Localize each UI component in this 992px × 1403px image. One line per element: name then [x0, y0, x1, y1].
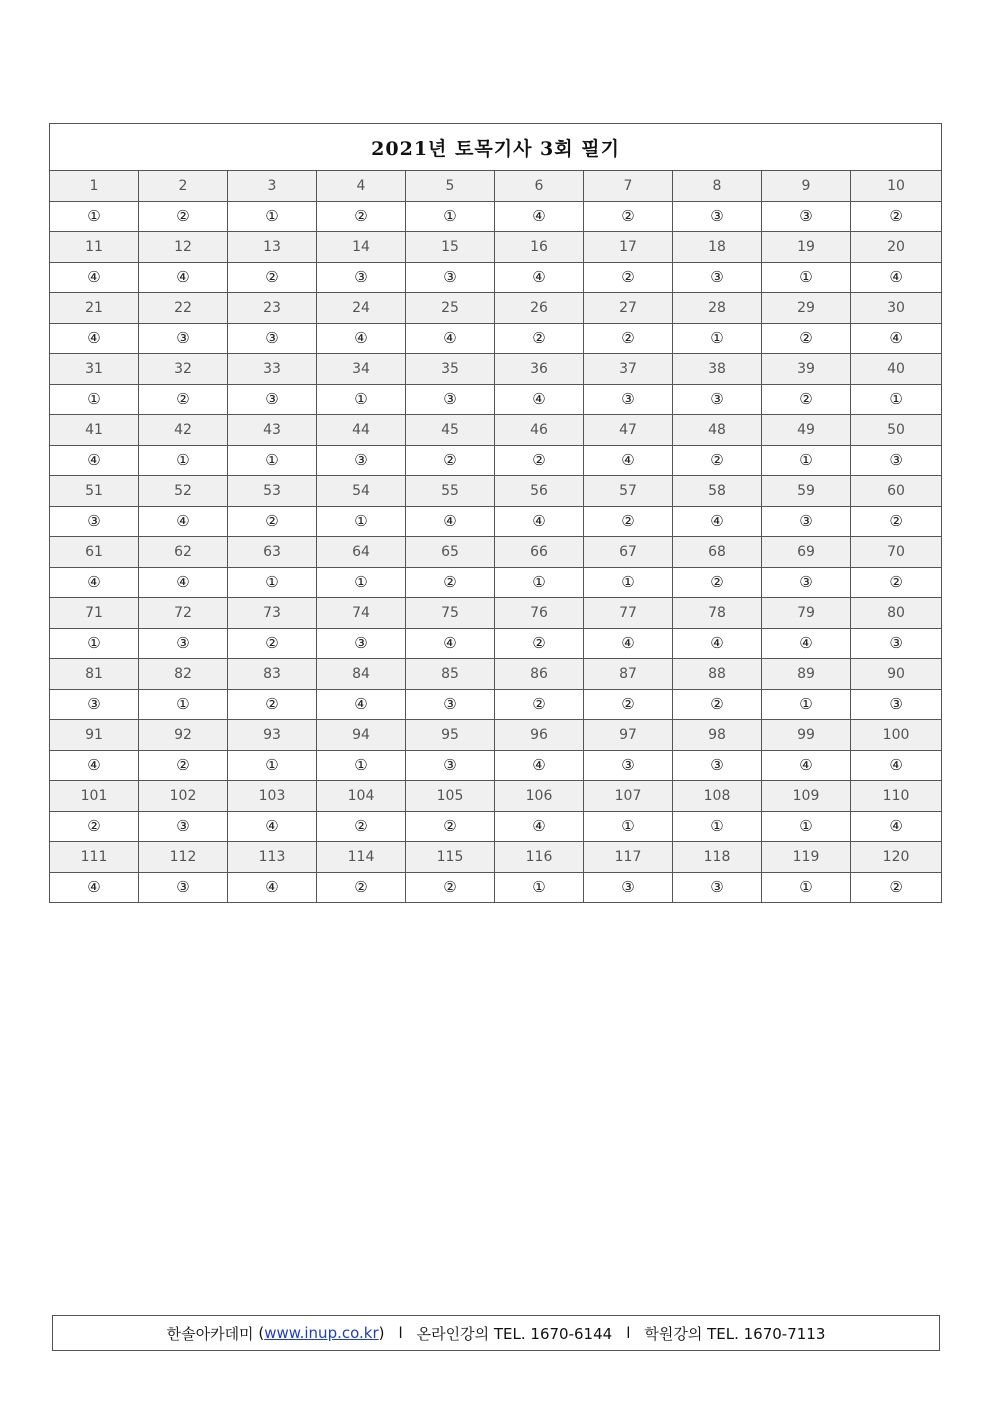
question-number-cell: 9	[762, 171, 851, 202]
question-number-cell: 44	[317, 415, 406, 446]
question-number-cell: 30	[851, 293, 942, 324]
question-number-cell: 81	[50, 659, 139, 690]
question-number-cell: 98	[673, 720, 762, 751]
question-number-cell: 6	[495, 171, 584, 202]
answer-cell: ④	[851, 262, 942, 293]
question-number-cell: 63	[228, 537, 317, 568]
question-number-cell: 67	[584, 537, 673, 568]
question-number-cell: 103	[228, 781, 317, 812]
question-number-cell: 88	[673, 659, 762, 690]
question-number-cell: 96	[495, 720, 584, 751]
question-number-cell: 76	[495, 598, 584, 629]
answer-cell: ②	[317, 811, 406, 842]
answer-cell: ②	[584, 506, 673, 537]
question-number-cell: 106	[495, 781, 584, 812]
answer-cell: ①	[139, 689, 228, 720]
answer-row	[50, 262, 942, 293]
question-number-cell: 60	[851, 476, 942, 507]
answer-cell: ②	[139, 201, 228, 232]
answer-cell: ④	[851, 323, 942, 354]
question-number-cell: 89	[762, 659, 851, 690]
answer-cell: ③	[139, 323, 228, 354]
answer-row	[50, 872, 942, 903]
question-number-row	[50, 171, 942, 202]
answer-cell: ②	[495, 689, 584, 720]
question-number-cell: 32	[139, 354, 228, 385]
question-number-row	[50, 720, 942, 751]
answer-cell: ③	[762, 201, 851, 232]
answer-cell: ④	[406, 628, 495, 659]
question-number-cell: 46	[495, 415, 584, 446]
question-number-cell: 72	[139, 598, 228, 629]
question-number-cell: 5	[406, 171, 495, 202]
question-number-cell: 42	[139, 415, 228, 446]
question-number-cell: 17	[584, 232, 673, 263]
question-number-cell: 100	[851, 720, 942, 751]
question-number-cell: 25	[406, 293, 495, 324]
question-number-cell: 99	[762, 720, 851, 751]
answer-cell: ③	[673, 262, 762, 293]
footer-separator-1: l	[398, 1324, 403, 1342]
question-number-cell: 101	[50, 781, 139, 812]
answer-cell: ②	[584, 262, 673, 293]
answer-cell: ④	[50, 262, 139, 293]
answer-cell: ②	[762, 384, 851, 415]
answer-cell: ④	[317, 689, 406, 720]
answer-cell: ①	[673, 811, 762, 842]
answer-row	[50, 689, 942, 720]
answer-cell: ②	[139, 384, 228, 415]
answer-cell: ③	[139, 628, 228, 659]
question-number-cell: 20	[851, 232, 942, 263]
question-number-cell: 47	[584, 415, 673, 446]
answer-row	[50, 628, 942, 659]
answer-cell: ①	[50, 384, 139, 415]
answer-cell: ②	[495, 628, 584, 659]
question-number-cell: 95	[406, 720, 495, 751]
question-number-cell: 21	[50, 293, 139, 324]
answer-row	[50, 567, 942, 598]
question-number-cell: 90	[851, 659, 942, 690]
answer-cell: ④	[406, 506, 495, 537]
question-number-cell: 35	[406, 354, 495, 385]
answer-cell: ①	[317, 384, 406, 415]
answer-cell: ③	[139, 872, 228, 903]
question-number-row	[50, 842, 942, 873]
answer-cell: ③	[317, 628, 406, 659]
answer-cell: ④	[762, 628, 851, 659]
question-number-cell: 66	[495, 537, 584, 568]
question-number-cell: 65	[406, 537, 495, 568]
question-number-cell: 116	[495, 842, 584, 873]
answer-cell: ①	[584, 811, 673, 842]
answer-cell: ③	[406, 689, 495, 720]
question-number-cell: 55	[406, 476, 495, 507]
answer-cell: ②	[851, 567, 942, 598]
question-number-cell: 102	[139, 781, 228, 812]
answer-cell: ①	[317, 567, 406, 598]
question-number-cell: 86	[495, 659, 584, 690]
answer-cell: ①	[762, 445, 851, 476]
answer-cell: ④	[495, 506, 584, 537]
question-number-cell: 27	[584, 293, 673, 324]
question-number-cell: 14	[317, 232, 406, 263]
answer-cell: ④	[317, 323, 406, 354]
answer-cell: ①	[673, 323, 762, 354]
question-number-cell: 31	[50, 354, 139, 385]
footer-paren-open: (	[253, 1324, 265, 1342]
question-number-cell: 24	[317, 293, 406, 324]
footer-offline-phone: 학원강의 TEL. 1670-7113	[644, 1324, 826, 1343]
question-number-cell: 3	[228, 171, 317, 202]
answer-cell: ①	[762, 811, 851, 842]
question-number-cell: 41	[50, 415, 139, 446]
question-number-cell: 38	[673, 354, 762, 385]
footer-online-phone: 온라인강의 TEL. 1670-6144	[416, 1324, 613, 1343]
question-number-cell: 92	[139, 720, 228, 751]
question-number-cell: 64	[317, 537, 406, 568]
answer-table-body	[50, 124, 942, 903]
answer-cell: ③	[851, 445, 942, 476]
answer-cell: ②	[317, 201, 406, 232]
answer-cell: ②	[495, 323, 584, 354]
question-number-cell: 71	[50, 598, 139, 629]
question-number-cell: 50	[851, 415, 942, 446]
answer-cell: ③	[673, 750, 762, 781]
footer-academy: 한솔아카데미	[166, 1324, 254, 1343]
answer-cell: ③	[673, 872, 762, 903]
answer-cell: ①	[762, 872, 851, 903]
question-number-cell: 13	[228, 232, 317, 263]
answer-cell: ③	[762, 567, 851, 598]
answer-cell: ①	[50, 201, 139, 232]
question-number-cell: 112	[139, 842, 228, 873]
question-number-cell: 23	[228, 293, 317, 324]
question-number-cell: 75	[406, 598, 495, 629]
question-number-cell: 77	[584, 598, 673, 629]
question-number-cell: 110	[851, 781, 942, 812]
answer-row	[50, 445, 942, 476]
answer-cell: ④	[50, 872, 139, 903]
answer-cell: ②	[584, 201, 673, 232]
footer-box	[52, 1315, 940, 1351]
answer-cell: ③	[406, 262, 495, 293]
question-number-cell: 97	[584, 720, 673, 751]
question-number-cell: 16	[495, 232, 584, 263]
footer-paren-close: )	[378, 1324, 385, 1342]
question-number-cell: 83	[228, 659, 317, 690]
answer-cell: ④	[851, 811, 942, 842]
question-number-cell: 68	[673, 537, 762, 568]
answer-cell: ①	[851, 384, 942, 415]
answer-cell: ②	[673, 445, 762, 476]
answer-cell: ②	[228, 262, 317, 293]
answer-row	[50, 201, 942, 232]
answer-cell: ③	[406, 384, 495, 415]
question-number-cell: 73	[228, 598, 317, 629]
answer-cell: ④	[139, 567, 228, 598]
answer-cell: ③	[317, 445, 406, 476]
answer-cell: ③	[406, 750, 495, 781]
answer-cell: ③	[584, 750, 673, 781]
answer-cell: ④	[228, 872, 317, 903]
question-number-cell: 74	[317, 598, 406, 629]
answer-cell: ④	[495, 811, 584, 842]
question-number-cell: 29	[762, 293, 851, 324]
question-number-cell: 119	[762, 842, 851, 873]
answer-cell: ④	[762, 750, 851, 781]
answer-key-table	[49, 123, 942, 903]
question-number-cell: 59	[762, 476, 851, 507]
answer-cell: ②	[584, 323, 673, 354]
answer-cell: ①	[228, 445, 317, 476]
answer-cell: ①	[228, 567, 317, 598]
question-number-cell: 87	[584, 659, 673, 690]
footer-website-link[interactable]: www.inup.co.kr	[264, 1324, 379, 1342]
answer-cell: ③	[139, 811, 228, 842]
question-number-row	[50, 354, 942, 385]
question-number-cell: 53	[228, 476, 317, 507]
answer-row	[50, 323, 942, 354]
question-number-cell: 93	[228, 720, 317, 751]
question-number-cell: 118	[673, 842, 762, 873]
question-number-cell: 78	[673, 598, 762, 629]
question-number-cell: 104	[317, 781, 406, 812]
question-number-row	[50, 781, 942, 812]
answer-cell: ②	[495, 445, 584, 476]
answer-cell: ①	[495, 872, 584, 903]
answer-cell: ②	[406, 872, 495, 903]
question-number-cell: 70	[851, 537, 942, 568]
answer-cell: ①	[228, 750, 317, 781]
question-number-cell: 56	[495, 476, 584, 507]
answer-row	[50, 384, 942, 415]
question-number-cell: 37	[584, 354, 673, 385]
answer-cell: ②	[851, 506, 942, 537]
answer-cell: ④	[584, 628, 673, 659]
question-number-cell: 49	[762, 415, 851, 446]
question-number-cell: 80	[851, 598, 942, 629]
question-number-cell: 34	[317, 354, 406, 385]
answer-cell: ①	[495, 567, 584, 598]
answer-cell: ①	[317, 750, 406, 781]
question-number-cell: 15	[406, 232, 495, 263]
question-number-cell: 26	[495, 293, 584, 324]
answer-cell: ②	[406, 445, 495, 476]
question-number-row	[50, 415, 942, 446]
question-number-cell: 109	[762, 781, 851, 812]
question-number-cell: 84	[317, 659, 406, 690]
answer-cell: ①	[139, 445, 228, 476]
answer-cell: ②	[317, 872, 406, 903]
answer-row	[50, 750, 942, 781]
question-number-cell: 1	[50, 171, 139, 202]
answer-cell: ①	[50, 628, 139, 659]
question-number-cell: 45	[406, 415, 495, 446]
question-number-row	[50, 598, 942, 629]
answer-cell: ③	[762, 506, 851, 537]
question-number-cell: 57	[584, 476, 673, 507]
answer-cell: ④	[50, 323, 139, 354]
answer-cell: ④	[495, 384, 584, 415]
answer-cell: ①	[762, 689, 851, 720]
question-number-cell: 33	[228, 354, 317, 385]
answer-cell: ④	[406, 323, 495, 354]
answer-cell: ④	[139, 506, 228, 537]
answer-cell: ③	[228, 384, 317, 415]
question-number-cell: 54	[317, 476, 406, 507]
answer-cell: ③	[673, 201, 762, 232]
answer-cell: ③	[851, 628, 942, 659]
question-number-row	[50, 537, 942, 568]
question-number-cell: 114	[317, 842, 406, 873]
question-number-cell: 117	[584, 842, 673, 873]
question-number-row	[50, 232, 942, 263]
answer-cell: ③	[50, 689, 139, 720]
answer-cell: ④	[50, 750, 139, 781]
question-number-cell: 40	[851, 354, 942, 385]
answer-cell: ②	[228, 506, 317, 537]
answer-cell: ④	[50, 567, 139, 598]
answer-cell: ③	[317, 262, 406, 293]
page-title: 2021년 토목기사 3회 필기	[50, 124, 942, 171]
question-number-cell: 82	[139, 659, 228, 690]
answer-cell: ②	[406, 567, 495, 598]
question-number-cell: 111	[50, 842, 139, 873]
answer-cell: ③	[851, 689, 942, 720]
question-number-cell: 113	[228, 842, 317, 873]
question-number-cell: 18	[673, 232, 762, 263]
question-number-cell: 62	[139, 537, 228, 568]
question-number-cell: 4	[317, 171, 406, 202]
answer-cell: ②	[584, 689, 673, 720]
question-number-cell: 91	[50, 720, 139, 751]
answer-cell: ④	[495, 201, 584, 232]
answer-cell: ③	[673, 384, 762, 415]
answer-cell: ②	[139, 750, 228, 781]
answer-cell: ④	[50, 445, 139, 476]
question-number-row	[50, 476, 942, 507]
answer-cell: ④	[139, 262, 228, 293]
question-number-cell: 85	[406, 659, 495, 690]
question-number-cell: 105	[406, 781, 495, 812]
question-number-cell: 2	[139, 171, 228, 202]
answer-cell: ①	[584, 567, 673, 598]
answer-cell: ②	[50, 811, 139, 842]
answer-cell: ②	[851, 872, 942, 903]
answer-cell: ④	[673, 506, 762, 537]
answer-cell: ④	[228, 811, 317, 842]
question-number-cell: 58	[673, 476, 762, 507]
answer-cell: ②	[673, 567, 762, 598]
question-number-cell: 36	[495, 354, 584, 385]
question-number-row	[50, 293, 942, 324]
answer-row	[50, 506, 942, 537]
question-number-cell: 108	[673, 781, 762, 812]
question-number-cell: 28	[673, 293, 762, 324]
answer-row	[50, 811, 942, 842]
answer-cell: ①	[228, 201, 317, 232]
answer-cell: ③	[584, 384, 673, 415]
question-number-cell: 61	[50, 537, 139, 568]
question-number-cell: 69	[762, 537, 851, 568]
question-number-cell: 12	[139, 232, 228, 263]
answer-cell: ③	[584, 872, 673, 903]
question-number-cell: 10	[851, 171, 942, 202]
question-number-cell: 48	[673, 415, 762, 446]
title-row	[50, 124, 942, 171]
answer-cell: ②	[673, 689, 762, 720]
question-number-cell: 7	[584, 171, 673, 202]
answer-cell: ②	[406, 811, 495, 842]
question-number-cell: 8	[673, 171, 762, 202]
question-number-cell: 11	[50, 232, 139, 263]
answer-cell: ①	[762, 262, 851, 293]
answer-cell: ③	[228, 323, 317, 354]
question-number-cell: 19	[762, 232, 851, 263]
question-number-cell: 39	[762, 354, 851, 385]
answer-cell: ①	[406, 201, 495, 232]
question-number-cell: 22	[139, 293, 228, 324]
question-number-cell: 94	[317, 720, 406, 751]
answer-cell: ①	[317, 506, 406, 537]
question-number-cell: 52	[139, 476, 228, 507]
question-number-cell: 51	[50, 476, 139, 507]
question-number-row	[50, 659, 942, 690]
footer-separator-2: l	[626, 1324, 631, 1342]
question-number-cell: 79	[762, 598, 851, 629]
answer-cell: ②	[762, 323, 851, 354]
question-number-cell: 115	[406, 842, 495, 873]
answer-cell: ②	[851, 201, 942, 232]
answer-cell: ④	[673, 628, 762, 659]
answer-cell: ③	[50, 506, 139, 537]
question-number-cell: 43	[228, 415, 317, 446]
question-number-cell: 107	[584, 781, 673, 812]
answer-cell: ④	[495, 262, 584, 293]
answer-cell: ④	[584, 445, 673, 476]
answer-cell: ②	[228, 689, 317, 720]
answer-cell: ④	[495, 750, 584, 781]
answer-cell: ④	[851, 750, 942, 781]
answer-cell: ②	[228, 628, 317, 659]
question-number-cell: 120	[851, 842, 942, 873]
